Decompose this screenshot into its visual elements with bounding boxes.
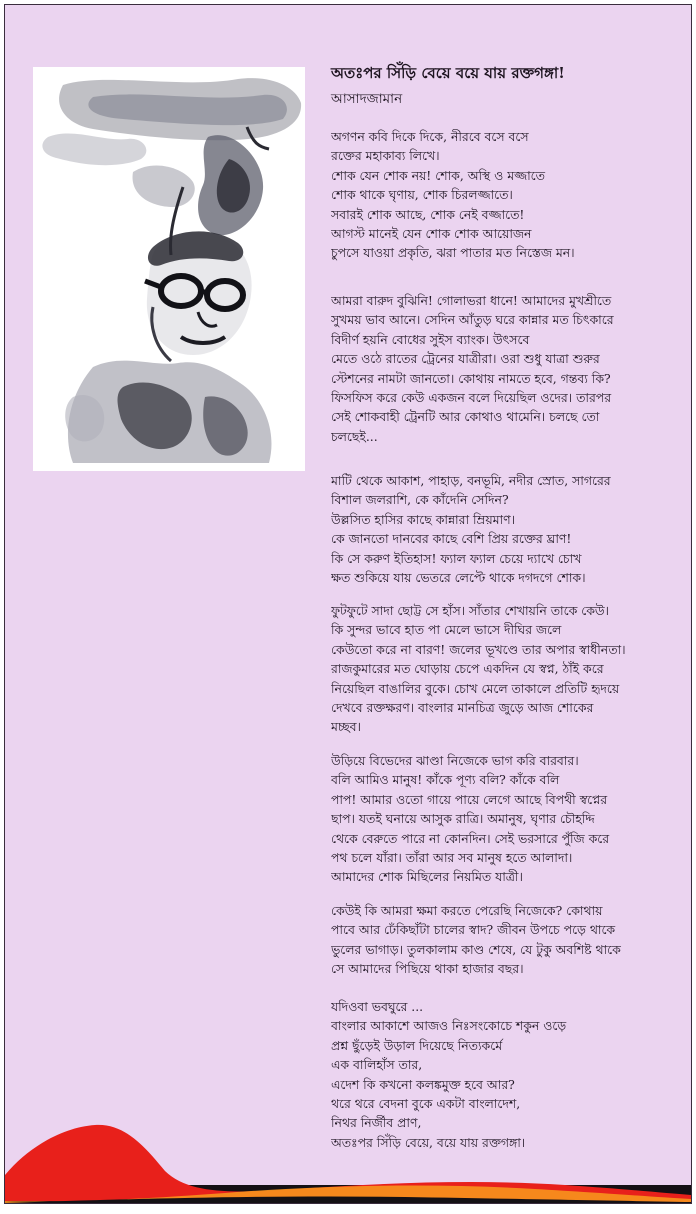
poem-line: মেতে ওঠে রাতের ট্রেনের যাত্রীরা। ওরা শুধু যাত্রা শুরুর xyxy=(331,351,600,367)
portrait-illustration xyxy=(33,67,305,471)
poem-line: আমাদের শোক মিছিলের নিয়মিত যাত্রী। xyxy=(331,869,523,885)
poem-line: উড়িয়ে বিভেদের ঝাণ্ডা নিজেকে ভাগ করি বারবার। xyxy=(331,753,579,768)
poem-line: সবারই শোক আছে, শোক নেই বজ্জাতে! xyxy=(331,206,525,222)
poem-line: কি সে করুণ ইতিহাস! ফ্যাল ফ্যাল চেয়ে দ্যাখে চোখ xyxy=(331,550,582,566)
poem-stanza-1 xyxy=(331,127,681,263)
poem-line: কেউতো করে না বারণ! জলের ভূখণ্ডে তার অপার স্বাধীনতা। xyxy=(331,641,626,657)
poem-line: নিথর নির্জীব প্রাণ, xyxy=(331,1115,422,1131)
poem-page xyxy=(4,4,692,1204)
poem-line: শোক যেন শোক নয়! শোক, অস্থি ও মজ্জাতে xyxy=(331,167,545,183)
poem-line: মাটি থেকে আকাশ, পাহাড়, বনভূমি, নদীর স্রোত, সাগরের xyxy=(331,473,611,488)
poem-line: চুপসে যাওয়া প্রকৃতি, ঝরা পাতার মত নিস্তেজ মন। xyxy=(331,245,575,261)
poem-line: বলি আমিও মানুষ! কাঁকে পূণ্য বলি? কাঁকে বলি xyxy=(331,772,560,788)
poem-line: ভুলের ভাগাড়। তুলকালাম কাণ্ড শেষে, যে টুকু অবশিষ্ট থাকে xyxy=(331,941,621,957)
poem-stanza-4 xyxy=(331,601,681,737)
poem-line: সুখময় ভাব আনে। সেদিন আঁতুড় ঘরে কান্নার মত চিৎকারে xyxy=(331,312,614,328)
poem-line: উল্লসিত হাসির কাছে কান্নারা ম্রিয়মাণ। xyxy=(331,511,516,527)
poem-line: এক বালিহাঁস তার, xyxy=(331,1057,423,1073)
poem-line: নিয়েছিল বাঙালির বুকে। চোখ মেলে তাকালে প্রতিটি হৃদয়ে xyxy=(331,680,620,696)
portrait-sketch-image xyxy=(33,67,305,471)
poem-line: থেকে বেরুতে পারে না কোনদিন। সেই ভরসারে পুঁজি করে xyxy=(331,830,610,846)
poem-stanza-6 xyxy=(331,901,681,979)
poem-author: আসাদজামান xyxy=(331,91,403,107)
poem-line: ফিসফিস করে কেউ একজন বলে দিয়েছিল ওদের। তারপর xyxy=(331,390,612,406)
poem-line: কে জানতো দানবের কাছে বেশি প্রিয় রক্তের ঘ্রাণ! xyxy=(331,531,572,547)
poem-line: ছাপ। যতই ঘনায়ে আসুক রাত্রি। অমানুষ, ঘৃণার চৌহদ্দি xyxy=(331,811,595,827)
poem-line: ফুটফুটে সাদা ছোট্ট সে হাঁস। সাঁতার শেখায়নি তাকে কেউ। xyxy=(331,603,609,618)
poem-line: চলছেই... xyxy=(331,428,378,444)
poem-title: অতঃপর সিঁড়ি বেয়ে বয়ে যায় রক্তগঙ্গা! xyxy=(331,64,565,82)
poem-line: বিশাল জলরাশি, কে কাঁদেনি সেদিন? xyxy=(331,492,509,508)
poem-line: সে আমাদের পিছিয়ে থাকা হাজার বছর। xyxy=(331,961,524,977)
poem-line: স্টেশনের নামটা জানতো। কোথায় নামতে হবে, গন্তব্য কি? xyxy=(331,370,611,386)
poem-line: কেউই কি আমরা ক্ষমা করতে পেরেছি নিজেকে? কোথায় xyxy=(331,903,603,918)
poem-line: সেই শোকবাহী ট্রেনটি আর কোথাও থামেনি। চলছে তো xyxy=(331,409,600,425)
poem-line: আমরা বারুদ বুঝিনি! গোলাভরা ধানে! আমাদের মুখশ্রীতে xyxy=(331,293,612,308)
decorative-bottom-wave xyxy=(5,1123,691,1203)
poem-line: পথ চলে যাঁরা। তাঁরা আর সব মানুষ হতে আলাদা। xyxy=(331,850,573,866)
poem-line: থরে থরে বেদনা বুকে একটা বাংলাদেশ, xyxy=(331,1096,521,1112)
poem-line: দেখবে রক্তক্ষরণ। বাংলার মানচিত্র জুড়ে আজ শোকের xyxy=(331,700,594,716)
poem-line: বাংলার আকাশে আজও নিঃসংকোচে শকুন ওড়ে xyxy=(331,1018,567,1034)
poem-line: এদেশ কি কখনো কলঙ্কমুক্ত হবে আর? xyxy=(331,1076,515,1092)
poem-line: রক্তের মহাকাব্য লিখে। xyxy=(331,148,440,164)
poem-line: পাবে আর ঢেঁকিছাঁটা চালের স্বাদ? জীবন উপচে পড়ে থাকে xyxy=(331,922,616,938)
poem-line: যদিওবা ভবঘুরে ... xyxy=(331,999,424,1014)
poem-line: অতঃপর সিঁড়ি বেয়ে, বয়ে যায় রক্তগঙ্গা। xyxy=(331,1134,526,1150)
poem-line: মচ্ছব। xyxy=(331,719,361,735)
poem-line: বিদীর্ণ হয়নি বোধের সুইস ব্যাংক। উৎসবে xyxy=(331,331,530,347)
poem-stanza-2 xyxy=(331,291,681,446)
poem-line: আগস্ট মানেই যেন শোক শোক আয়োজন xyxy=(331,226,532,242)
poem-line: প্রশ্ন ছুঁড়েই উড়াল দিয়েছে নিত্যকর্মে xyxy=(331,1037,503,1053)
poem-stanza-3 xyxy=(331,471,681,587)
poem-stanza-5 xyxy=(331,751,681,887)
poem-line: শোক থাকে ঘৃণায়, শোক চিরলজ্জাতে। xyxy=(331,187,513,203)
poem-line: ক্ষত শুকিয়ে যায় ভেতরে লেপ্টে থাকে দগদগে শোক। xyxy=(331,570,586,586)
poem-line: পাপ! আমার ওতো গায়ে পায়ে লেগে আছে বিপথী স্বপ্নের xyxy=(331,791,608,807)
poem-line: অগণন কবি দিকে দিকে, নীরবে বসে বসে xyxy=(331,129,529,144)
poem-line: রাজকুমারের মত ঘোড়ায় চেপে একদিন যে স্বপ্ন, ঠাঁই করে xyxy=(331,661,604,677)
poem-line: কি সুন্দর ভাবে হাত পা মেলে ভাসে দীঘির জলে xyxy=(331,622,562,638)
